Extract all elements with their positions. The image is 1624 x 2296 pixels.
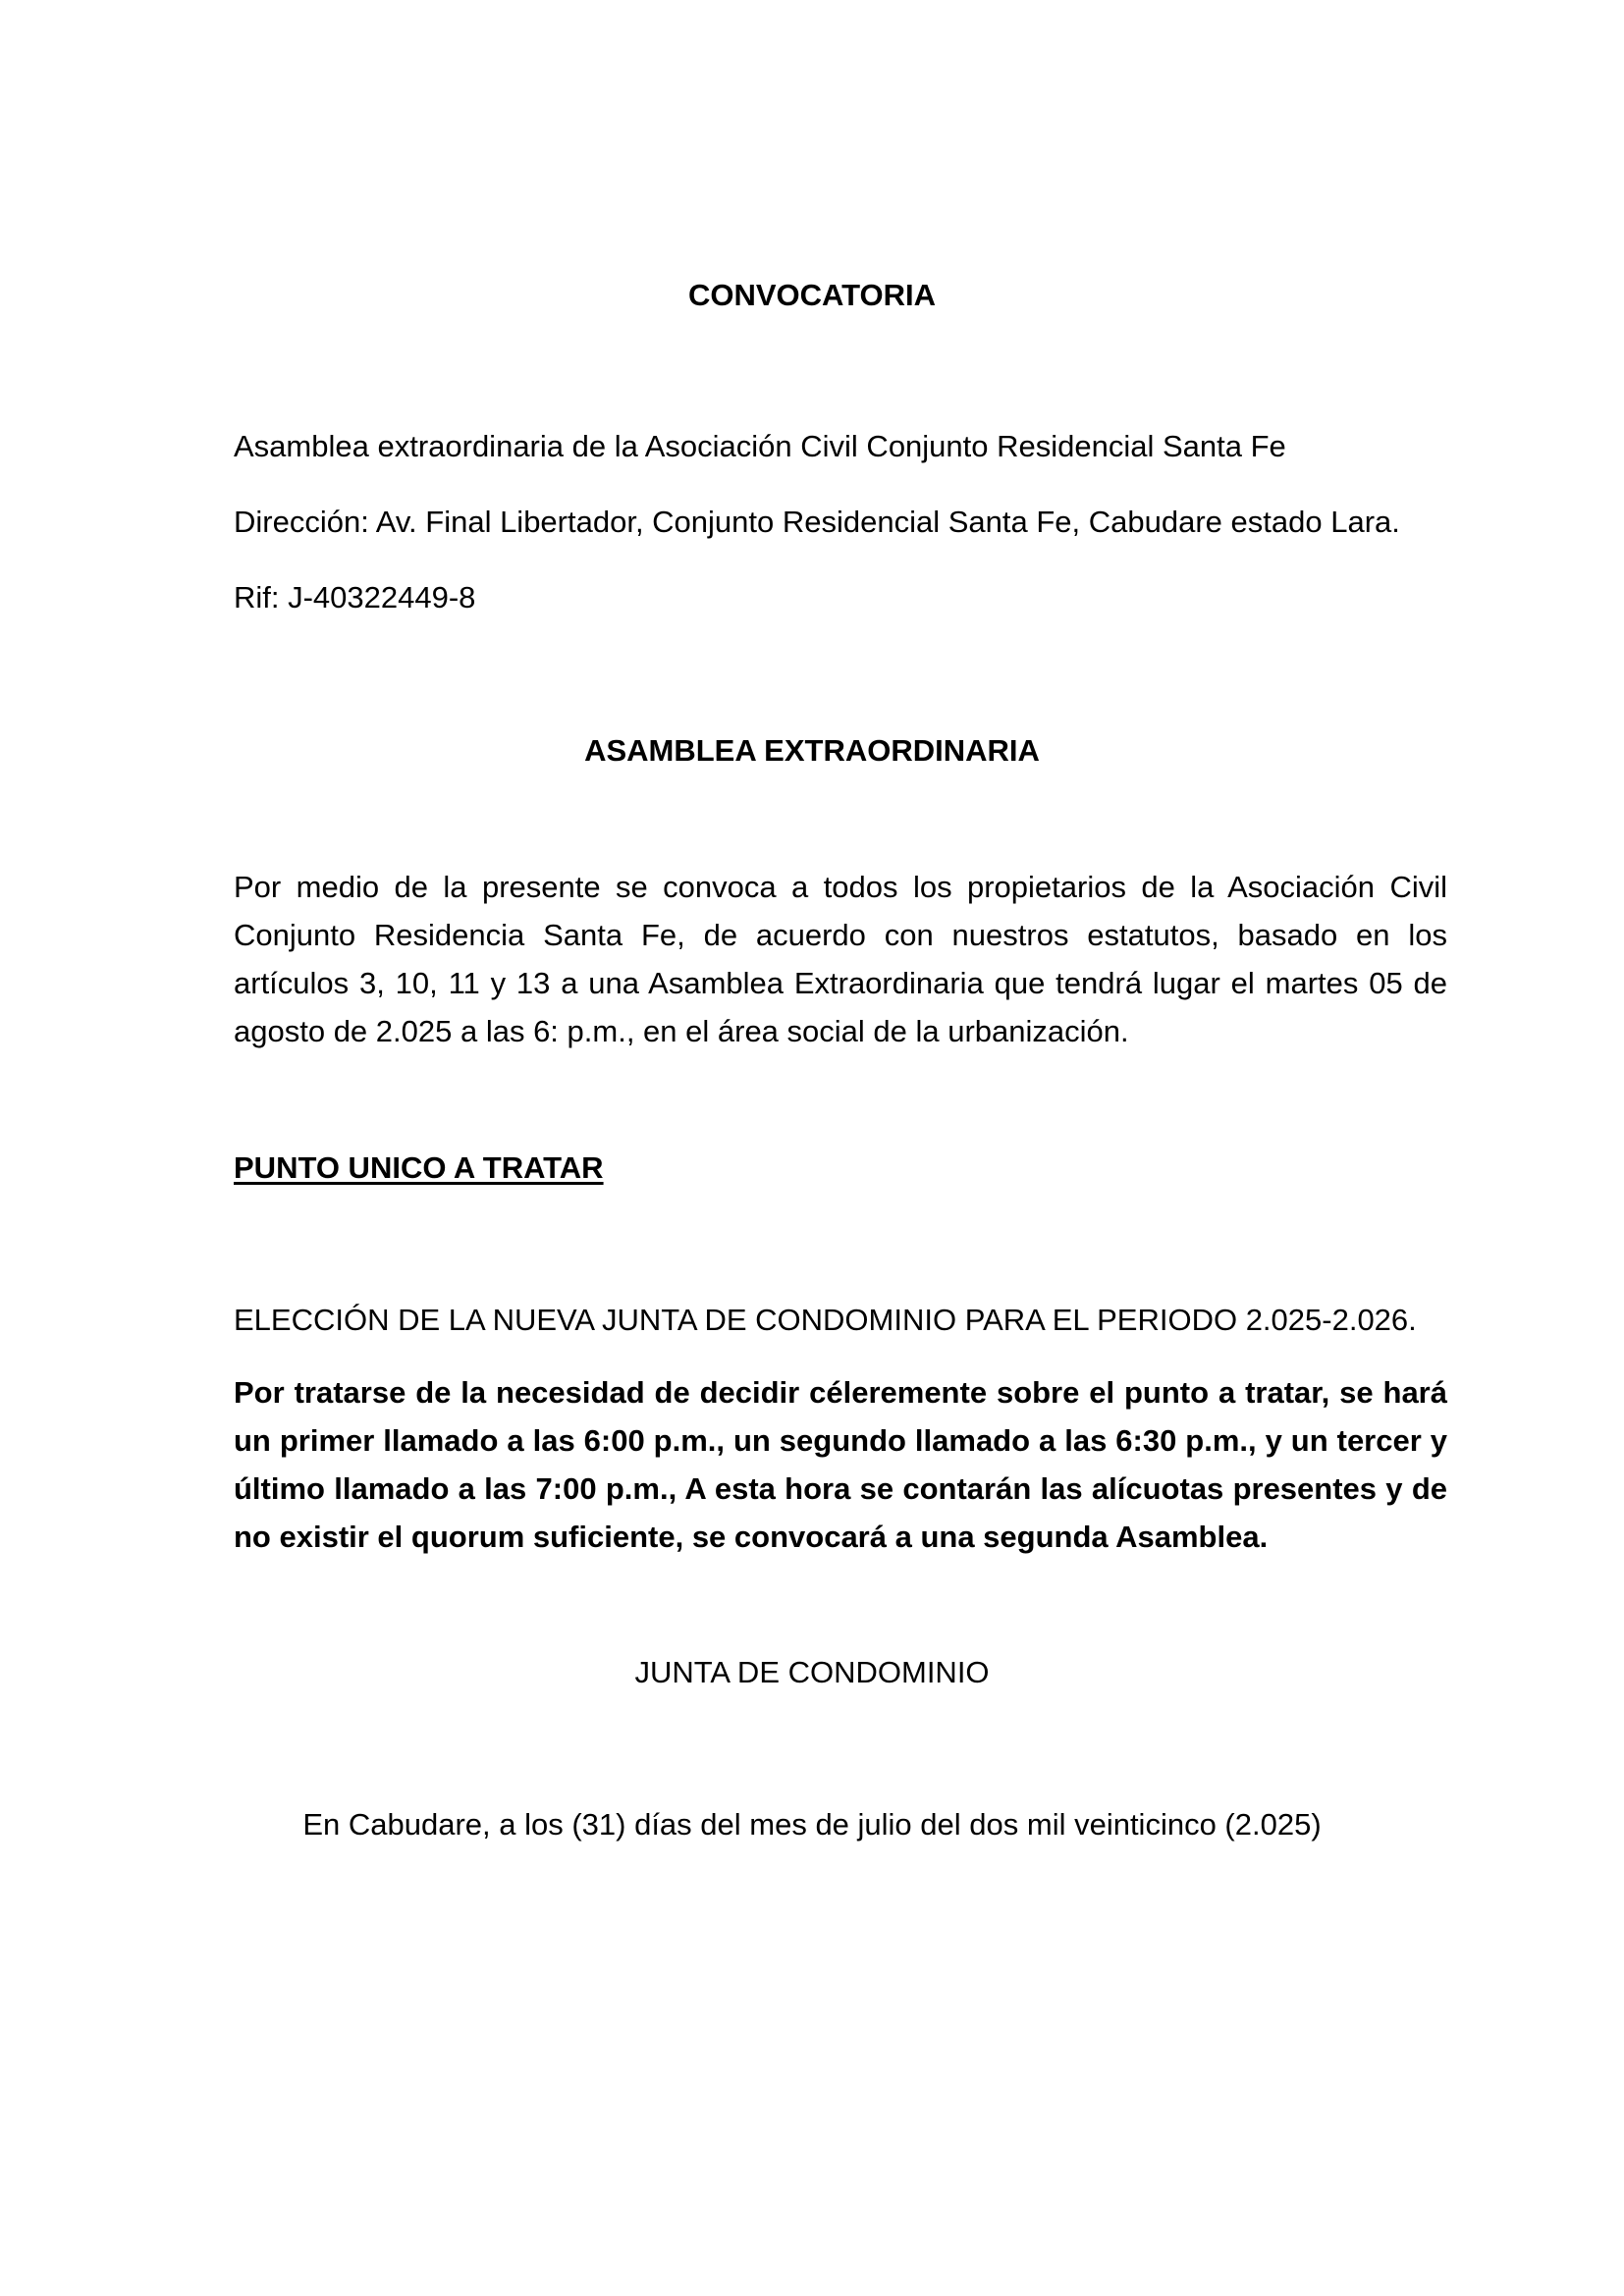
document-title: CONVOCATORIA bbox=[687, 278, 937, 312]
agenda-paragraph: Por tratarse de la necesidad de decidir céleremente sobre el punto a tratar, se hará un primer llamado a las 6:00 p.m., un segundo llamado a las 6:30 p.m., y un tercer y último llamado a las 7:00 p.m., A esta hora se contarán las alícuotas presentes y de no existir el quorum suficiente, se convocará a una segunda Asamblea. bbox=[234, 1375, 1447, 1554]
agenda-heading: PUNTO UNICO A TRATAR bbox=[234, 1150, 604, 1185]
section-title: ASAMBLEA EXTRAORDINARIA bbox=[584, 733, 1040, 768]
place-date-line: En Cabudare, a los (31) días del mes de julio del dos mil veinticinco (2.025) bbox=[302, 1807, 1322, 1842]
association-name-line: Asamblea extraordinaria de la Asociación Civil Conjunto Residencial Santa Fe bbox=[234, 429, 1286, 463]
address-line: Dirección: Av. Final Libertador, Conjunto Residencial Santa Fe, Cabudare estado Lara. bbox=[234, 505, 1400, 539]
signature-line: JUNTA DE CONDOMINIO bbox=[634, 1655, 990, 1689]
rif-line: Rif: J-40322449-8 bbox=[234, 580, 476, 614]
intro-paragraph: Por medio de la presente se convoca a todos los propietarios de la Asociación Civil Conjunto Residencia Santa Fe, de acuerdo con nuestros estatutos, basado en los artículos 3, 10, 11 y 13 a una Asamblea Extraordinaria que tendrá lugar el martes 05 de agosto de 2.025 a las 6: p.m., en el área social de la urbanización. bbox=[234, 870, 1447, 1048]
agenda-item: ELECCIÓN DE LA NUEVA JUNTA DE CONDOMINIO PARA EL PERIODO 2.025-2.026. bbox=[234, 1303, 1417, 1337]
